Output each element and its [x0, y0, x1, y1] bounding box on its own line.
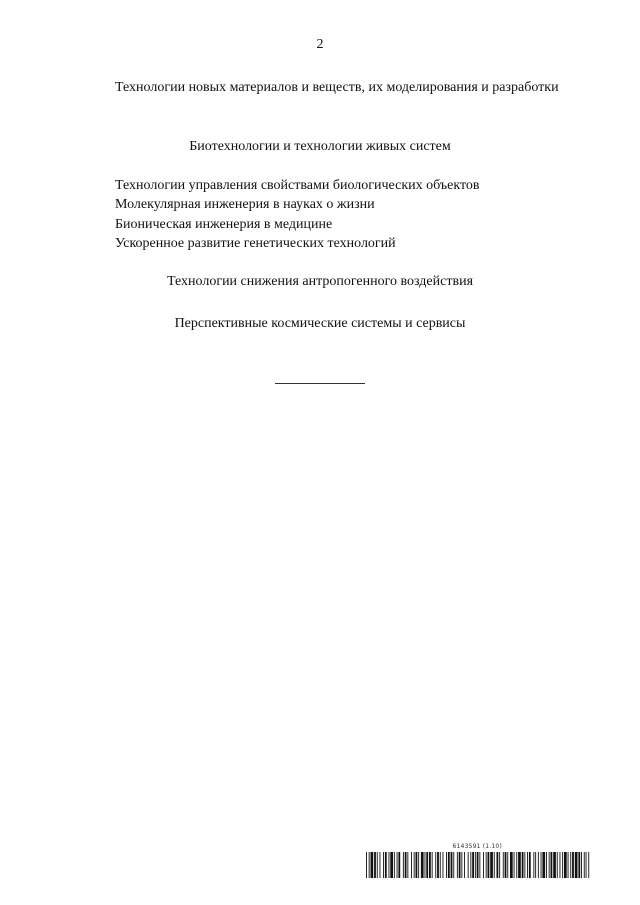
- end-divider: [275, 383, 365, 384]
- list-item: Ускоренное развитие генетических технологий: [115, 235, 396, 251]
- intro-paragraph: Технологии новых материалов и веществ, их моделирования и разработки: [115, 80, 559, 95]
- barcode-block: [366, 843, 590, 879]
- list-item: Бионическая инженерия в медицине: [115, 216, 333, 232]
- page-number: 2: [316, 37, 324, 52]
- bio-list: [115, 176, 480, 253]
- section-anthropogenic-title: Технологии снижения антропогенного воздействия: [166, 274, 474, 289]
- barcode-icon: [366, 852, 590, 878]
- section-bio-title: Биотехнологии и технологии живых систем: [189, 139, 451, 154]
- section-space-title: Перспективные космические системы и сервисы: [174, 316, 466, 331]
- list-item: Технологии управления свойствами биологических объектов: [115, 178, 480, 193]
- barcode-label: 6143591 (1.10): [452, 843, 502, 850]
- list-item: Молекулярная инженерия в науках о жизни: [115, 197, 375, 213]
